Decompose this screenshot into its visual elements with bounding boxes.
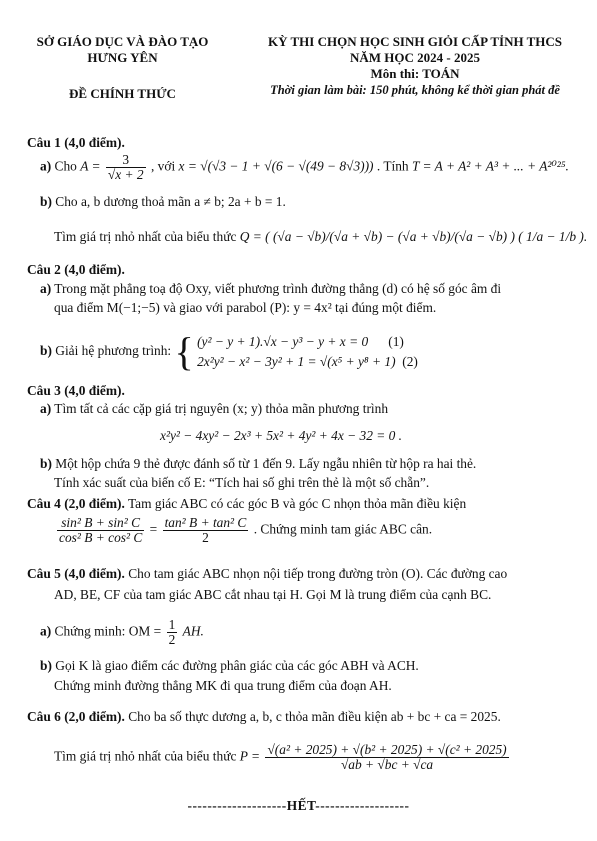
- q1-a-text1: Cho: [54, 158, 77, 174]
- q1-b-Q: Q = ( (√a − √b)/(√a + √b) − (√a + √b)/(√a − √b) ) ( 1/a − 1/b ).: [239, 229, 588, 244]
- q3-b-label: b): [40, 456, 52, 471]
- q4-f1-den: cos² B + cos² C: [59, 530, 143, 545]
- q2-a-label: a): [40, 281, 52, 296]
- q4-equals: =: [149, 521, 158, 537]
- q4-f2-den: 2: [202, 530, 209, 545]
- q5-a-fraction: [167, 618, 178, 647]
- q6-line1: [27, 709, 501, 725]
- eq2-tag: (2): [402, 354, 418, 369]
- q4-fraction1: [57, 516, 144, 545]
- q5-a-num: 1: [168, 617, 176, 632]
- q6-line2: [54, 743, 511, 772]
- q3-part-b: [40, 456, 476, 472]
- q5-a-den: 2: [168, 632, 176, 647]
- q4-text2: . Chứng minh tam giác ABC cân.: [253, 521, 433, 537]
- q5-line1: [27, 566, 507, 582]
- q5-text2: AD, BE, CF của tam giác ABC cắt nhau tại H. Gọi M là trung điểm của cạnh BC.: [54, 587, 492, 602]
- q2-a-text1: Trong mặt phẳng toạ độ Oxy, viết phương trình đường thẳng (d) có hệ số góc âm đi: [54, 281, 502, 296]
- q2-title: Câu 2 (4,0 điểm).: [27, 262, 125, 277]
- q3-a-label: a): [40, 401, 52, 416]
- q2-a-text2: qua điểm M(−1;−5) và giao với parabol (P): y = 4x² tại đúng một điểm.: [54, 300, 437, 315]
- system-brace: {: [174, 329, 194, 374]
- q6-title: Câu 6 (2,0 điểm).: [27, 709, 125, 724]
- q2-b-label: b): [40, 343, 52, 359]
- q4-f2-num: tan² B + tan² C: [164, 515, 247, 530]
- q1-a-num: 3: [106, 153, 146, 168]
- q5-part-a: [40, 618, 204, 647]
- q2-part-a: [40, 281, 501, 297]
- q4-f1-num: sin² B + sin² C: [57, 516, 144, 531]
- q6-fraction: [265, 743, 508, 772]
- exam-title: KỲ THI CHỌN HỌC SINH GIỎI CẤP TỈNH THCS: [267, 34, 562, 49]
- q1-a-A: A =: [80, 158, 101, 174]
- q5-a-tail: AH.: [182, 623, 204, 639]
- eq1: (y² − y + 1).√x − y³ − y + x = 0: [197, 334, 369, 349]
- q4-line1: [27, 496, 466, 512]
- q4-text1: Tam giác ABC có các góc B và góc C nhọn thỏa mãn điều kiện: [127, 496, 467, 511]
- q1-b-text2: Tìm giá trị nhỏ nhất của biểu thức: [54, 229, 237, 244]
- q1-b-text: Cho a, b dương thoả mãn a ≠ b; 2a + b = 1.: [55, 194, 286, 209]
- q5-part-b: [40, 658, 419, 674]
- q5-b-text1: Gọi K là giao điểm các đường phân giác của các góc ABH và ACH.: [55, 658, 419, 673]
- q5-text1: Cho tam giác ABC nhọn nội tiếp trong đường tròn (O). Các đường cao: [128, 566, 508, 581]
- q4-fraction2: [163, 516, 249, 545]
- q3-part-a: [40, 401, 388, 417]
- q2-b-text: Giải hệ phương trình:: [55, 343, 172, 359]
- q6-text1: Cho ba số thực dương a, b, c thỏa mãn điều kiện ab + bc + ca = 2025.: [128, 709, 501, 724]
- q6-p-den: √ab + √bc + √ca: [340, 757, 434, 772]
- department-line2: HƯNG YÊN: [87, 50, 158, 65]
- q2-part-b: [40, 329, 418, 374]
- q5-title: Câu 5 (4,0 điểm).: [27, 566, 125, 581]
- end-marker: --------------------HẾT-------------------: [187, 798, 410, 813]
- q5-b-text2: Chứng minh đường thẳng MK đi qua trung điểm của đoạn AH.: [54, 678, 392, 693]
- eq2: 2x²y² − x² − 3y² + 1 = √(x⁵ + y⁸ + 1): [197, 354, 396, 369]
- q1-a-den: √x + 2: [107, 167, 144, 182]
- q4-title: Câu 4 (2,0 điểm).: [27, 496, 125, 511]
- eq1-tag: (1): [388, 334, 404, 349]
- exam-year: NĂM HỌC 2024 - 2025: [350, 50, 480, 65]
- q1-a-text2: , với: [150, 158, 176, 174]
- q5-b-label: b): [40, 658, 52, 673]
- q5-a-text: Chứng minh: OM =: [54, 623, 162, 639]
- q1-a-T: T = A + A² + A³ + ... + A²⁰²⁵.: [411, 158, 569, 174]
- q1-b-line2: [54, 229, 587, 245]
- q4-line2: [55, 516, 432, 545]
- department-header: [20, 34, 225, 66]
- exam-header: [240, 34, 590, 98]
- q1-title: Câu 1 (4,0 điểm).: [27, 135, 125, 150]
- official-label: ĐỀ CHÍNH THỨC: [69, 86, 176, 101]
- q1-a-fraction: [106, 153, 146, 182]
- q6-P: P =: [239, 748, 261, 764]
- q6-p-num: √(a² + 2025) + √(b² + 2025) + √(c² + 2025): [267, 742, 507, 757]
- q1-b-label: b): [40, 194, 52, 209]
- exam-subject: Môn thi: TOÁN: [370, 66, 460, 81]
- q3-a-text: Tìm tất cả các cặp giá trị nguyên (x; y) thỏa mãn phương trình: [54, 401, 389, 416]
- q1-part-a: [40, 153, 569, 182]
- equation-1: [197, 332, 418, 352]
- q3-title: Câu 3 (4,0 điểm).: [27, 383, 125, 398]
- department-line1: SỞ GIÁO DỤC VÀ ĐÀO TẠO: [36, 34, 209, 49]
- q1-a-x: x = √(√3 − 1 + √(6 − √(49 − 8√3))): [178, 158, 374, 174]
- exam-time: Thời gian làm bài: 150 phút, không kể thời gian phát đề: [270, 83, 560, 97]
- q5-a-label: a): [40, 623, 52, 639]
- equation-system: [197, 332, 418, 372]
- q6-text2: Tìm giá trị nhỏ nhất của biểu thức: [54, 748, 237, 764]
- q1-a-text3: . Tính: [376, 158, 409, 174]
- q3-b-text1: Một hộp chứa 9 thẻ được đánh số từ 1 đến 9. Lấy ngẫu nhiên từ hộp ra hai thẻ.: [55, 456, 477, 471]
- q1-part-b: [40, 194, 286, 210]
- q3-b-text2: Tính xác suất của biến cố E: “Tích hai số ghi trên thẻ là một số chẵn”.: [54, 475, 430, 490]
- q1-a-label: a): [40, 158, 52, 174]
- q3-a-equation: x²y² − 4xy² − 2x³ + 5x² + 4y² + 4x − 32 = 0 .: [160, 428, 403, 443]
- equation-2: [197, 352, 418, 372]
